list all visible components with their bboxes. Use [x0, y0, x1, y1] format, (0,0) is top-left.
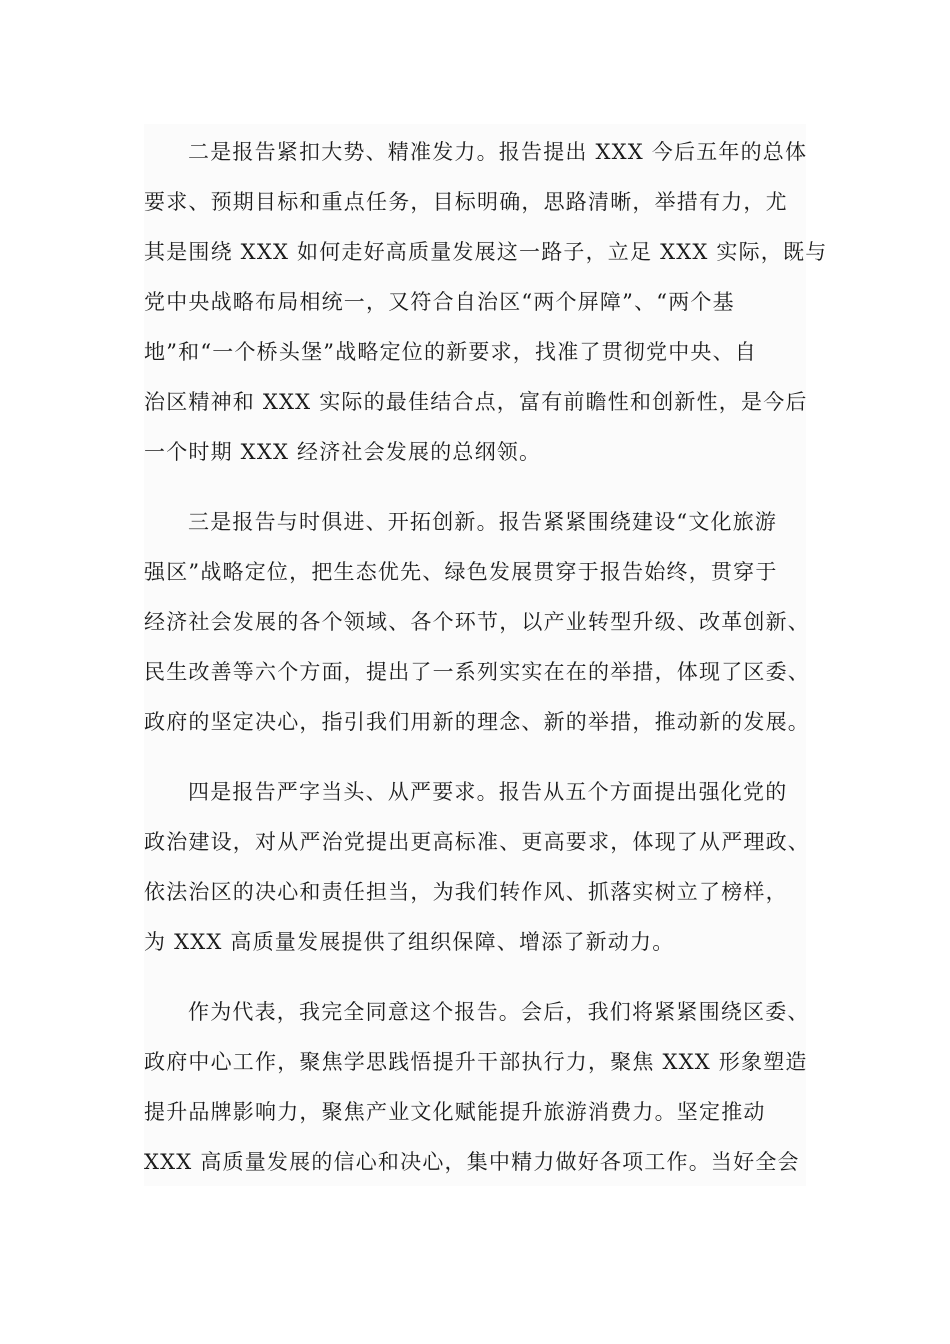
paragraph-line: XXX 高质量发展的信心和决心，集中精力做好各项工作。当好全会: [144, 1150, 800, 1174]
paragraph-line: 为 XXX 高质量发展提供了组织保障、增添了新动力。: [144, 930, 675, 954]
paragraph-2: [144, 497, 810, 747]
paragraph-line: 强区”战略定位，把生态优先、绿色发展贯穿于报告始终，贯穿于: [144, 560, 778, 584]
paragraph-line: 党中央战略布局相统一，又符合自治区“两个屏障”、“两个基: [144, 290, 735, 314]
paragraph-line: 经济社会发展的各个领域、各个环节，以产业转型升级、改革创新、: [144, 610, 810, 634]
paragraph-line: 作为代表，我完全同意这个报告。会后，我们将紧紧围绕区委、: [188, 1000, 810, 1024]
paragraph-line: 政府中心工作，聚焦学思践悟提升干部执行力，聚焦 XXX 形象塑造: [144, 1050, 808, 1074]
text-body: [144, 124, 828, 1186]
paragraph-line: 政府的坚定决心，指引我们用新的理念、新的举措，推动新的发展。: [144, 710, 810, 734]
paragraph-3: [144, 767, 810, 967]
paragraph-4: [144, 987, 810, 1187]
paragraph-line: 一个时期 XXX 经济社会发展的总纲领。: [144, 440, 542, 464]
paragraph-line: 治区精神和 XXX 实际的最佳结合点，富有前瞻性和创新性，是今后: [144, 390, 808, 414]
paragraph-line: 四是报告严字当头、从严要求。报告从五个方面提出强化党的: [188, 780, 788, 804]
paragraph-line: 其是围绕 XXX 如何走好高质量发展这一路子，立足 XXX 实际，既与: [144, 240, 828, 264]
paragraph-1: [144, 127, 828, 477]
paragraph-line: 要求、预期目标和重点任务，目标明确，思路清晰，举措有力，尤: [144, 190, 788, 214]
paragraph-line: 二是报告紧扣大势、精准发力。报告提出 XXX 今后五年的总体: [188, 140, 808, 164]
paragraph-line: 三是报告与时俱进、开拓创新。报告紧紧围绕建设“文化旅游: [188, 510, 778, 534]
paragraph-line: 地”和“一个桥头堡”战略定位的新要求，找准了贯彻党中央、自: [144, 340, 758, 364]
paragraph-line: 政治建设，对从严治党提出更高标准、更高要求，体现了从严理政、: [144, 830, 810, 854]
paragraph-line: 依法治区的决心和责任担当，为我们转作风、抓落实树立了榜样，: [144, 880, 788, 904]
paragraph-line: 民生改善等六个方面，提出了一系列实实在在的举措，体现了区委、: [144, 660, 810, 684]
paragraph-line: 提升品牌影响力，聚焦产业文化赋能提升旅游消费力。坚定推动: [144, 1100, 766, 1124]
